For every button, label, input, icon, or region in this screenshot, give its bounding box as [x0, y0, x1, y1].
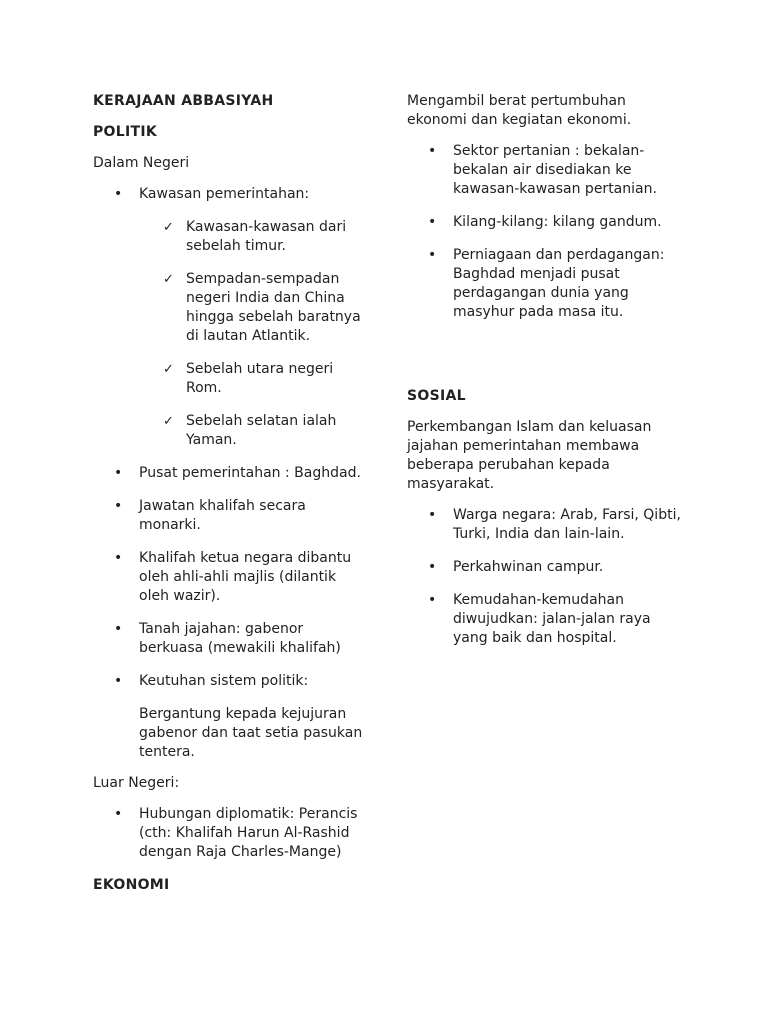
bullet-item: • Kilang-kilang: kilang gandum.: [407, 213, 682, 232]
bullet-item: • Sektor pertanian : bekalan-bekalan air disediakan ke kawasan-kawasan pertanian.: [407, 142, 682, 199]
luar-negeri-label: Luar Negeri:: [93, 775, 180, 791]
check-item: ✓ Sebelah utara negeri Rom.: [93, 360, 368, 398]
bullet-item: • Warga negara: Arab, Farsi, Qibti, Turki, India dan lain-lain.: [407, 506, 682, 544]
check-item: ✓ Sempadan-sempadan negeri India dan China hingga sebelah baratnya di lautan Atlantik.: [93, 270, 368, 346]
bullet-item: • Perniagaan dan perdagangan: Baghdad menjadi pusat perdagangan dunia yang masyhur pada masa itu.: [407, 246, 682, 322]
left-column: [93, 92, 368, 907]
ekonomi-intro: Mengambil berat pertumbuhan ekonomi dan kegiatan ekonomi.: [407, 93, 632, 128]
sosial-intro: Perkembangan Islam dan keluasan jajahan pemerintahan membawa beberapa perubahan kepada masyarakat.: [407, 419, 652, 492]
check-item: ✓ Sebelah selatan ialah Yaman.: [93, 412, 368, 450]
bullet-item: • Jawatan khalifah secara monarki.: [93, 497, 368, 535]
bullet-item: • Kemudahan-kemudahan diwujudkan: jalan-jalan raya yang baik dan hospital.: [407, 591, 682, 648]
bullet-kawasan: • Kawasan pemerintahan:: [93, 185, 368, 204]
bullet-item: • Keutuhan sistem politik:: [93, 672, 368, 691]
keutuhan-detail: Bergantung kepada kejujuran gabenor dan taat setia pasukan tentera.: [139, 706, 363, 760]
bullet-item: • Hubungan diplomatik: Perancis (cth: Khalifah Harun Al-Rashid dengan Raja Charles-Mange): [93, 805, 368, 862]
ekonomi-heading: EKONOMI: [93, 877, 170, 893]
bullet-item: • Khalifah ketua negara dibantu oleh ahli-ahli majlis (dilantik oleh wazir).: [93, 549, 368, 606]
politik-heading: POLITIK: [93, 124, 157, 140]
bullet-item: • Pusat pemerintahan : Baghdad.: [93, 464, 368, 483]
right-column: [407, 92, 682, 662]
bullet-item: • Tanah jajahan: gabenor berkuasa (mewakili khalifah): [93, 620, 368, 658]
sosial-heading: SOSIAL: [407, 388, 466, 404]
bullet-item: • Perkahwinan campur.: [407, 558, 682, 577]
check-item: ✓ Kawasan-kawasan dari sebelah timur.: [93, 218, 368, 256]
document-title: KERAJAAN ABBASIYAH: [93, 93, 274, 109]
dalam-negeri-label: Dalam Negeri: [93, 155, 190, 171]
